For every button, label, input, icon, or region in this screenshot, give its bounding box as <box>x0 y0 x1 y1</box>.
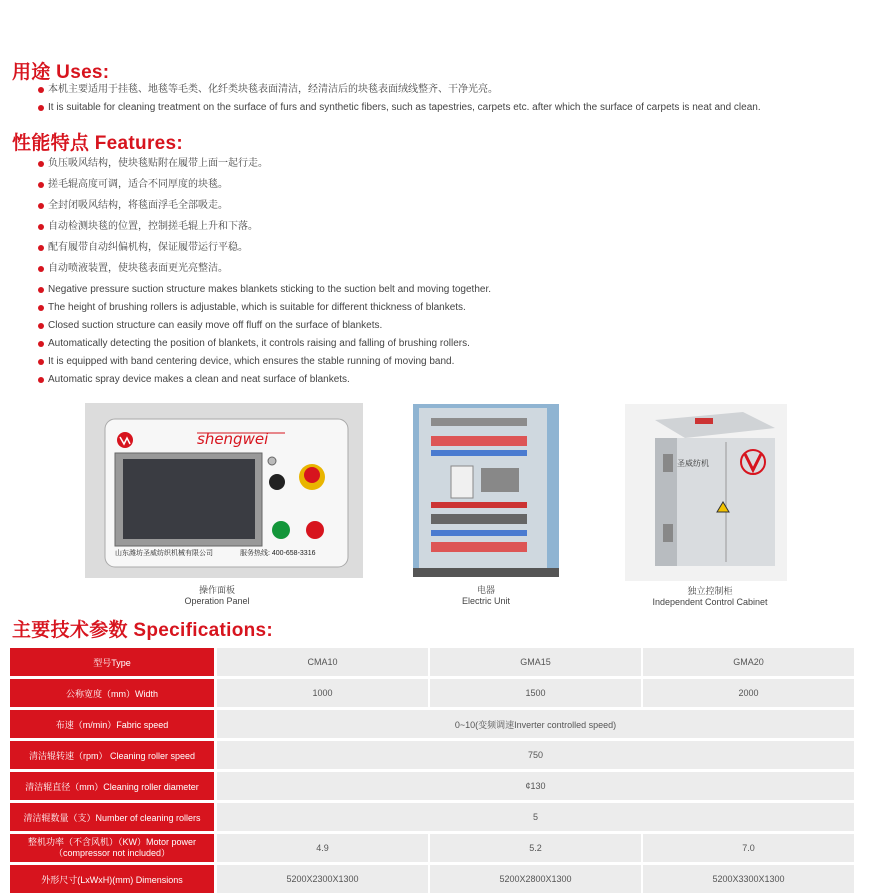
feature-item-cn: 负压吸风结构，使块毯贴附在履带上面一起行走。 <box>38 153 268 174</box>
spec-value: CMA10 <box>217 648 430 676</box>
panel-company-name: 山东潍坊圣威纺织机械有限公司 <box>115 550 213 557</box>
spec-value: ¢130 <box>217 772 856 800</box>
feature-item-en: It is equipped with band centering device, which ensures the stable running of moving band. <box>38 353 491 371</box>
spec-row-width <box>10 679 856 707</box>
caption-cn: 独立控制柜 <box>687 586 733 596</box>
panel-hotline: 服务热线: 400-658-3316 <box>240 550 316 557</box>
feature-item-cn: 自动检测块毯的位置，控制搓毛辊上升和下落。 <box>38 216 268 237</box>
spec-value: 5200X2300X1300 <box>217 865 430 893</box>
feature-item-cn: 配有履带自动纠偏机构，保证履带运行平稳。 <box>38 237 268 258</box>
spec-value: 750 <box>217 741 856 769</box>
operation-panel-caption <box>150 585 284 607</box>
feature-item-cn: 自动喷液装置，使块毯表面更光亮整洁。 <box>38 258 268 279</box>
control-cabinet-caption <box>640 586 780 608</box>
spec-label <box>10 834 217 862</box>
cabinet-badge: 圣威纺机 <box>677 459 709 468</box>
caption-en: Electric Unit <box>461 596 510 606</box>
caption-en: Independent Control Cabinet <box>652 597 768 607</box>
spec-label: 公称宽度（mm）Width <box>10 679 217 707</box>
spec-label-line: （compressor not included） <box>53 848 171 858</box>
spec-value: 2000 <box>643 679 856 707</box>
uses-list <box>38 81 761 117</box>
feature-item-en: Automatic spray device makes a clean and neat surface of blankets. <box>38 371 491 389</box>
spec-row-motor-power <box>10 834 856 862</box>
spec-value: 7.0 <box>643 834 856 862</box>
operation-panel-photo <box>85 403 363 578</box>
spec-value: GMA20 <box>643 648 856 676</box>
panel-brand-logo: shengwei <box>197 430 269 448</box>
specs-heading: 主要技术参数 Specifications: <box>12 620 274 641</box>
feature-item-cn: 搓毛辊高度可调，适合不同厚度的块毯。 <box>38 174 268 195</box>
caption-cn: 操作面板 <box>198 585 235 595</box>
features-heading: 性能特点 Features: <box>12 133 184 154</box>
spec-label: 外形尺寸(LxWxH)(mm) Dimensions <box>10 865 217 893</box>
spec-value: 1500 <box>430 679 643 707</box>
electric-unit-caption <box>420 585 552 607</box>
spec-row-fabric-speed <box>10 710 856 738</box>
spec-row-dimensions <box>10 865 856 893</box>
spec-label: 清洁辊数量（支）Number of cleaning rollers <box>10 803 217 831</box>
spec-value: 4.9 <box>217 834 430 862</box>
spec-label: 型号Type <box>10 648 217 676</box>
spec-label: 清洁辊转速（rpm） Cleaning roller speed <box>10 741 217 769</box>
spec-row-roller-speed <box>10 741 856 769</box>
spec-value: GMA15 <box>430 648 643 676</box>
uses-heading: 用途 Uses: <box>12 62 110 83</box>
specs-table <box>10 645 856 896</box>
spec-value: 5200X2800X1300 <box>430 865 643 893</box>
feature-item-en: Negative pressure suction structure makes blankets sticking to the suction belt and moving together. <box>38 281 491 299</box>
spec-row-roller-count <box>10 803 856 831</box>
features-list-cn <box>38 153 268 279</box>
feature-item-en: The height of brushing rollers is adjustable, which is suitable for different thickness of blankets. <box>38 299 491 317</box>
spec-label-line: 整机功率（不含风机）（KW）Motor power <box>27 837 197 847</box>
spec-value: 0~10(变频调速Inverter controlled speed) <box>217 710 856 738</box>
spec-value: 5.2 <box>430 834 643 862</box>
electric-unit-photo <box>413 404 559 577</box>
spec-label: 清洁辊直径（mm）Cleaning roller diameter <box>10 772 217 800</box>
spec-value: 1000 <box>217 679 430 707</box>
spec-value: 5200X3300X1300 <box>643 865 856 893</box>
control-cabinet-photo <box>625 404 787 581</box>
feature-item-en: Automatically detecting the position of blankets, it controls raising and falling of brushing rollers. <box>38 335 491 353</box>
caption-cn: 电器 <box>476 585 495 595</box>
uses-item: It is suitable for cleaning treatment on the surface of furs and synthetic fibers, such as tapestries, carpets etc. after which the surface of carpets is neat and clean. <box>38 99 761 117</box>
caption-en: Operation Panel <box>184 596 250 606</box>
feature-item-cn: 全封闭吸风结构，将毯面浮毛全部吸走。 <box>38 195 268 216</box>
features-list-en <box>38 281 491 389</box>
uses-item: 本机主要适用于挂毯、地毯等毛类、化纤类块毯表面清洁，经清洁后的块毯表面绒线整齐、干净光亮。 <box>38 81 761 99</box>
feature-item-en: Closed suction structure can easily move off fluff on the surface of blankets. <box>38 317 491 335</box>
spec-row-roller-diameter <box>10 772 856 800</box>
spec-label: 布速（m/min）Fabric speed <box>10 710 217 738</box>
spec-value: 5 <box>217 803 856 831</box>
spec-row-type <box>10 648 856 676</box>
